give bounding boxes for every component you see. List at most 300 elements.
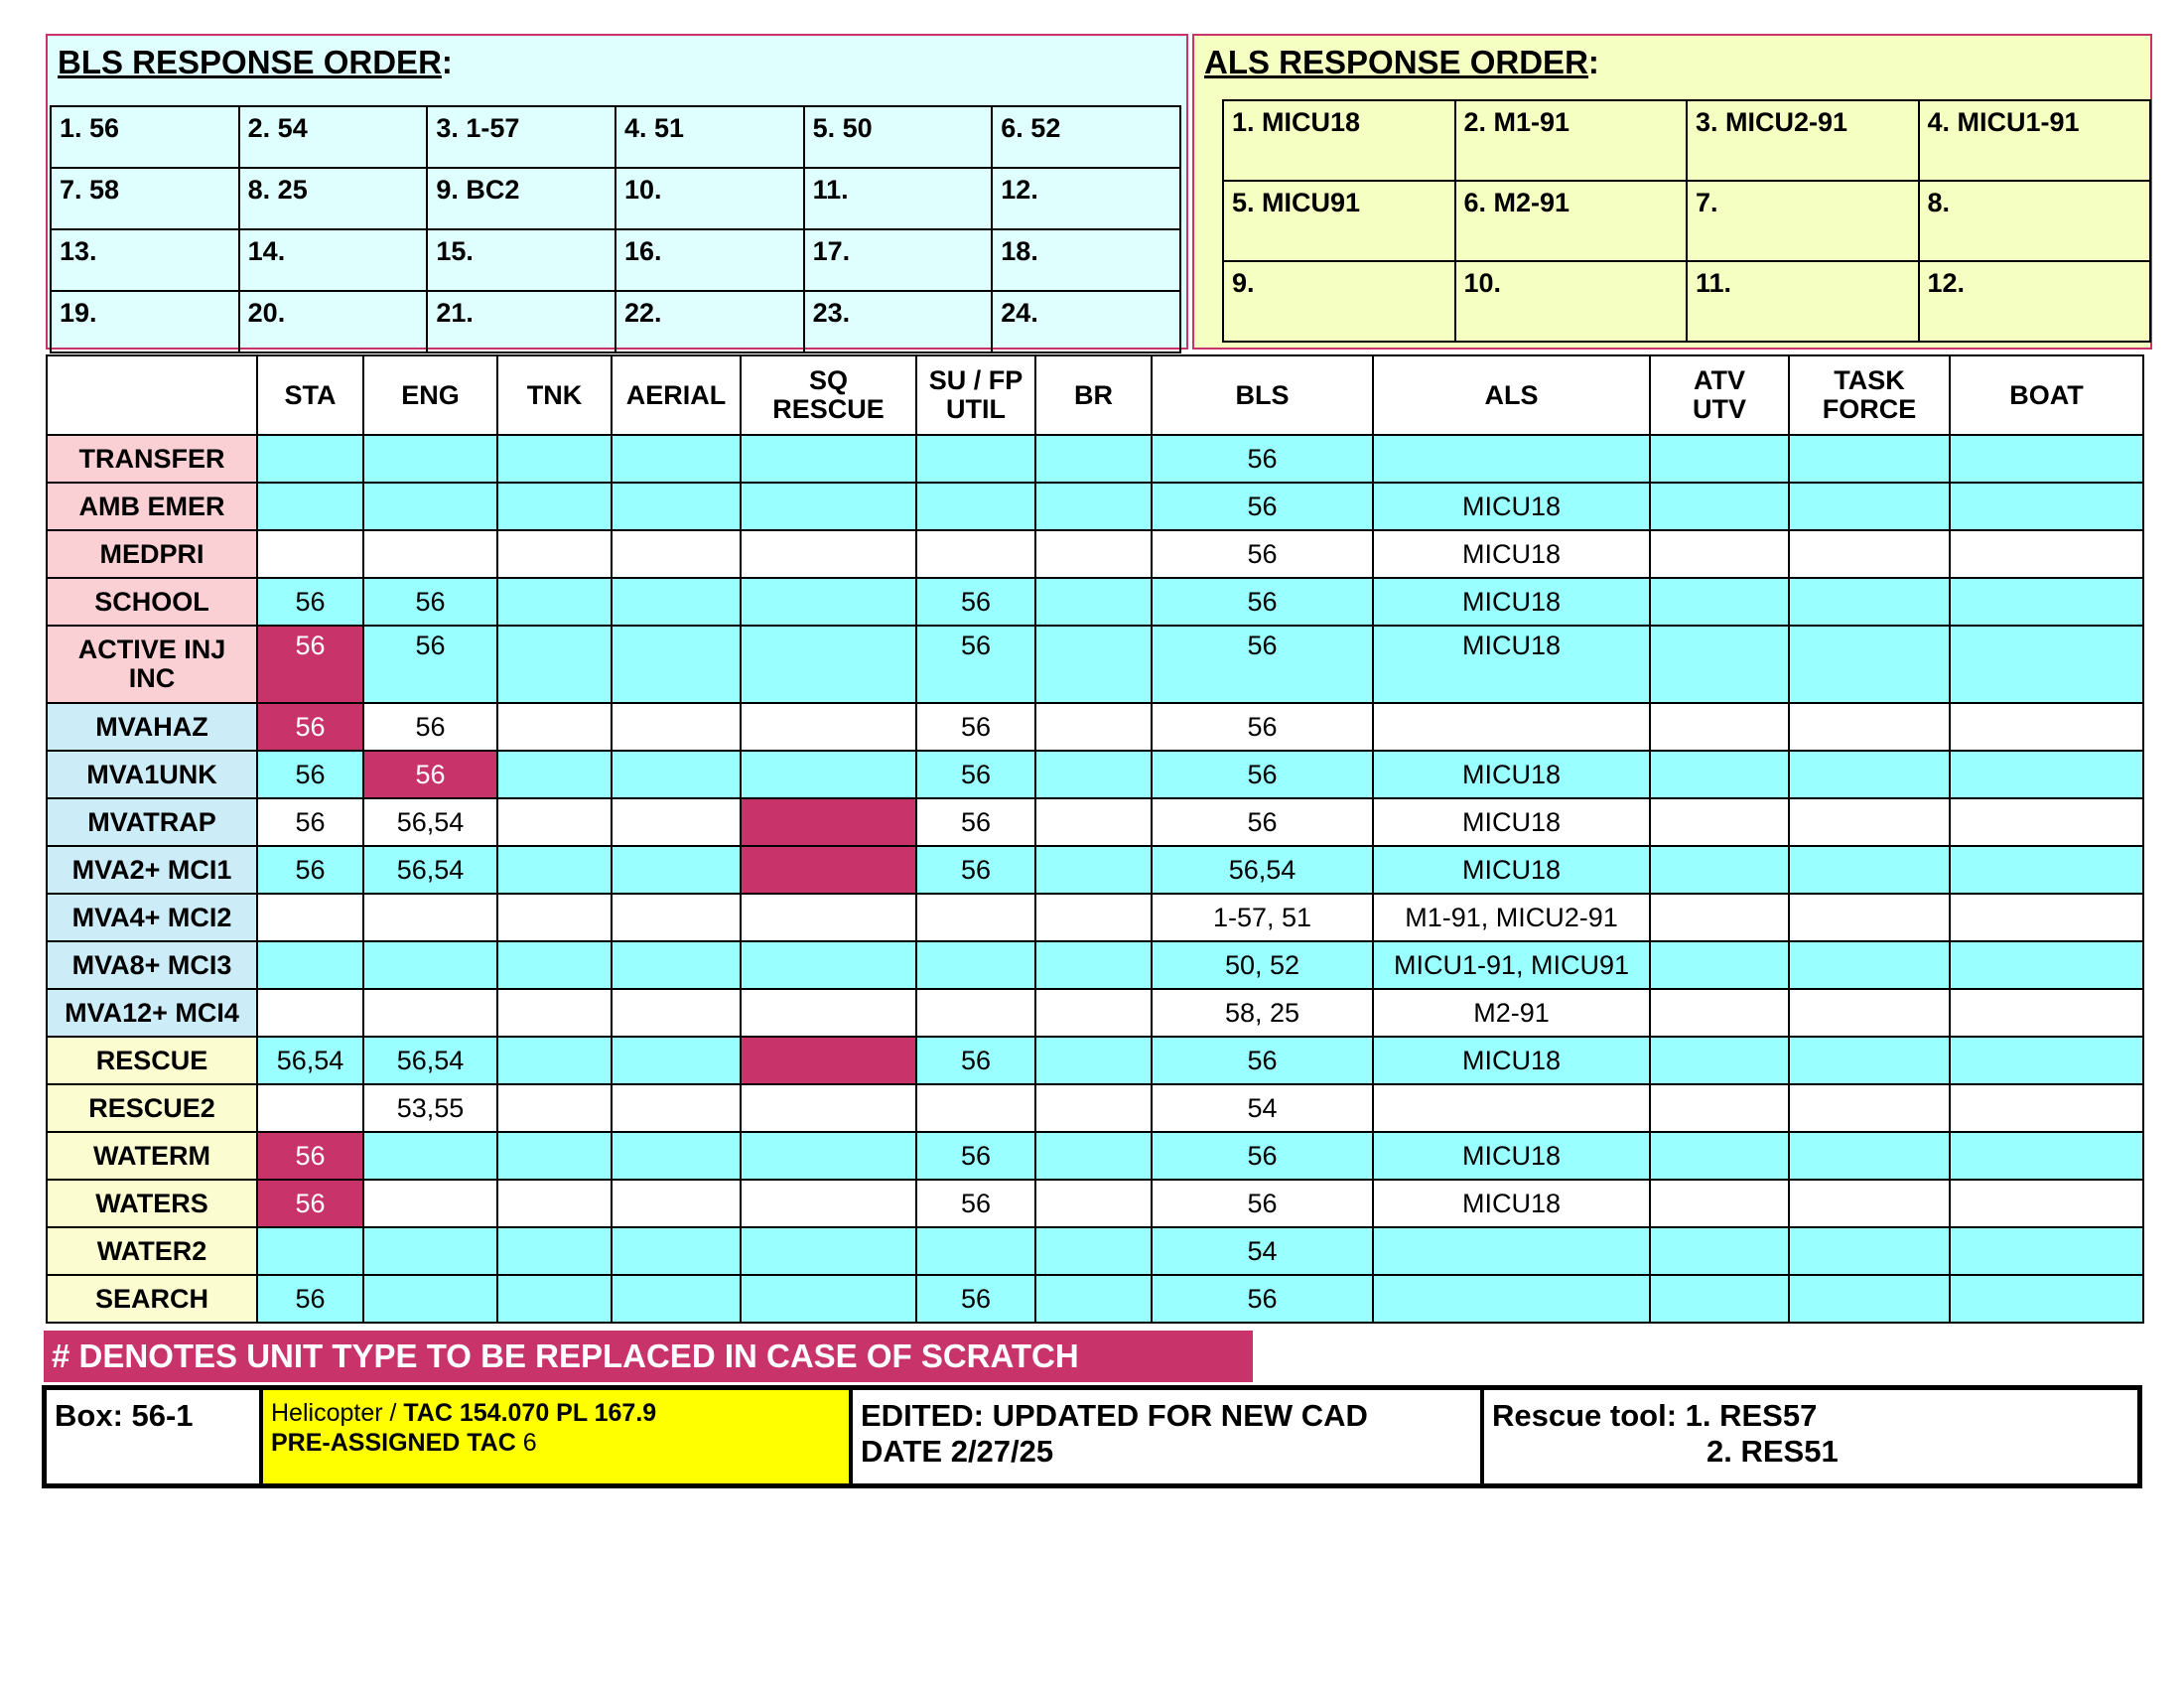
- bls-order-slot: 21.: [427, 291, 615, 352]
- grid-row: [47, 1132, 2143, 1180]
- grid-cell: [1789, 941, 1950, 989]
- grid-cell: [741, 1180, 916, 1227]
- grid-cell: [1650, 578, 1789, 626]
- grid-cell: [916, 989, 1035, 1037]
- grid-cell: [1650, 1084, 1789, 1132]
- grid-cell: [363, 894, 497, 941]
- grid-cell: [1789, 1180, 1950, 1227]
- grid-cell: [497, 941, 612, 989]
- grid-cell: [741, 1084, 916, 1132]
- grid-cell: 53,55: [363, 1084, 497, 1132]
- grid-cell: MICU18: [1373, 846, 1650, 894]
- grid-row: [47, 626, 2143, 703]
- grid-cell: [741, 703, 916, 751]
- grid-cell: [1950, 1084, 2143, 1132]
- column-header: ATV UTV: [1650, 355, 1789, 435]
- grid-row: [47, 1227, 2143, 1275]
- grid-cell: [1035, 846, 1152, 894]
- grid-row: [47, 941, 2143, 989]
- grid-cell: [1035, 626, 1152, 703]
- grid-cell: [741, 626, 916, 703]
- grid-row: [47, 798, 2143, 846]
- grid-cell: [1373, 703, 1650, 751]
- grid-cell: MICU18: [1373, 798, 1650, 846]
- grid-cell: 54: [1152, 1227, 1373, 1275]
- grid-cell: 56,54: [363, 846, 497, 894]
- column-header: SQ RESCUE: [741, 355, 916, 435]
- grid-header-row: [47, 355, 2143, 435]
- grid-cell: [1950, 483, 2143, 530]
- grid-cell: [612, 578, 741, 626]
- als-order-slot: 3. MICU2-91: [1687, 100, 1919, 181]
- grid-row: [47, 846, 2143, 894]
- bls-order-slot: 18.: [992, 229, 1180, 291]
- grid-cell: [1035, 941, 1152, 989]
- row-label: ACTIVE INJ INC: [47, 626, 257, 703]
- grid-cell: [741, 530, 916, 578]
- grid-cell: [612, 530, 741, 578]
- grid-cell: [1789, 703, 1950, 751]
- bls-response-order-panel: [46, 34, 1188, 350]
- grid-cell: [1035, 483, 1152, 530]
- grid-cell: [1789, 578, 1950, 626]
- grid-cell: 56: [257, 626, 363, 703]
- grid-cell: 56: [916, 578, 1035, 626]
- grid-cell: [1950, 798, 2143, 846]
- grid-cell: [1950, 1132, 2143, 1180]
- grid-cell: [916, 1084, 1035, 1132]
- grid-cell: [1950, 578, 2143, 626]
- grid-cell: [497, 703, 612, 751]
- grid-cell: [1650, 530, 1789, 578]
- grid-cell: [612, 751, 741, 798]
- grid-cell: [1650, 1132, 1789, 1180]
- grid-cell: [741, 798, 916, 846]
- grid-cell: [1650, 703, 1789, 751]
- grid-cell: 56: [1152, 751, 1373, 798]
- bls-order-row: [51, 229, 1180, 291]
- als-order-slot: 9.: [1223, 261, 1455, 342]
- als-order-row: [1223, 100, 2150, 181]
- bls-order-slot: 1. 56: [51, 106, 239, 168]
- grid-cell: 56,54: [257, 1037, 363, 1084]
- grid-cell: 56,54: [363, 798, 497, 846]
- grid-cell: 54: [1152, 1084, 1373, 1132]
- grid-cell: [1650, 1037, 1789, 1084]
- grid-cell: [1035, 1275, 1152, 1323]
- grid-cell: [612, 846, 741, 894]
- grid-cell: [1789, 1084, 1950, 1132]
- grid-cell: [741, 1227, 916, 1275]
- grid-cell: 56: [257, 1275, 363, 1323]
- bls-order-slot: 17.: [804, 229, 993, 291]
- grid-cell: [1373, 1275, 1650, 1323]
- grid-cell: [916, 483, 1035, 530]
- grid-cell: [1035, 751, 1152, 798]
- bls-order-slot: 14.: [239, 229, 428, 291]
- grid-cell: [741, 1275, 916, 1323]
- bls-order-slot: 3. 1-57: [427, 106, 615, 168]
- grid-row: [47, 894, 2143, 941]
- grid-cell: [497, 530, 612, 578]
- grid-cell: [1789, 626, 1950, 703]
- scratch-note-banner: # DENOTES UNIT TYPE TO BE REPLACED IN CASE OF SCRATCH: [44, 1331, 1253, 1382]
- bls-order-slot: 16.: [615, 229, 804, 291]
- grid-cell: [497, 1037, 612, 1084]
- grid-cell: 56,54: [363, 1037, 497, 1084]
- grid-cell: [612, 894, 741, 941]
- grid-cell: [1950, 530, 2143, 578]
- row-label: MVA1UNK: [47, 751, 257, 798]
- grid-cell: [1035, 435, 1152, 483]
- column-header: BR: [1035, 355, 1152, 435]
- als-order-slot: 5. MICU91: [1223, 181, 1455, 261]
- grid-cell: [1950, 989, 2143, 1037]
- row-label: MVA8+ MCI3: [47, 941, 257, 989]
- row-label: MVA4+ MCI2: [47, 894, 257, 941]
- bls-order-slot: 24.: [992, 291, 1180, 352]
- grid-cell: [363, 1132, 497, 1180]
- bls-order-slot: 15.: [427, 229, 615, 291]
- grid-cell: [497, 435, 612, 483]
- grid-cell: MICU18: [1373, 578, 1650, 626]
- bls-order-slot: 4. 51: [615, 106, 804, 168]
- grid-cell: [257, 530, 363, 578]
- grid-cell: [612, 1227, 741, 1275]
- bls-order-slot: 7. 58: [51, 168, 239, 229]
- grid-cell: [363, 941, 497, 989]
- bls-order-table: [50, 105, 1181, 353]
- bls-order-slot: 10.: [615, 168, 804, 229]
- grid-cell: [612, 1084, 741, 1132]
- grid-cell: 56: [257, 798, 363, 846]
- grid-row: [47, 1084, 2143, 1132]
- grid-cell: [1035, 1180, 1152, 1227]
- grid-cell: [257, 1227, 363, 1275]
- bls-order-slot: 22.: [615, 291, 804, 352]
- edit-note: EDITED: UPDATED FOR NEW CAD DATE 2/27/25: [853, 1390, 1484, 1483]
- bls-order-slot: 20.: [239, 291, 428, 352]
- grid-cell: [612, 626, 741, 703]
- grid-cell: 56: [916, 846, 1035, 894]
- grid-row: [47, 751, 2143, 798]
- grid-cell: [1950, 941, 2143, 989]
- grid-cell: [497, 1084, 612, 1132]
- row-label: MVA2+ MCI1: [47, 846, 257, 894]
- grid-cell: [497, 578, 612, 626]
- grid-cell: 56: [363, 703, 497, 751]
- bls-order-title: BLS RESPONSE ORDER:: [58, 44, 453, 80]
- grid-cell: [257, 894, 363, 941]
- grid-cell: 56: [1152, 1037, 1373, 1084]
- dispatch-grid: [46, 354, 2144, 1324]
- als-order-slot: 8.: [1919, 181, 2151, 261]
- grid-cell: [916, 941, 1035, 989]
- row-label: AMB EMER: [47, 483, 257, 530]
- grid-cell: [1950, 703, 2143, 751]
- grid-cell: [741, 435, 916, 483]
- grid-cell: [363, 1275, 497, 1323]
- grid-cell: [1789, 435, 1950, 483]
- als-order-table: [1222, 99, 2151, 343]
- grid-cell: [612, 435, 741, 483]
- grid-cell: 56: [257, 751, 363, 798]
- grid-cell: [1789, 846, 1950, 894]
- grid-cell: [1650, 435, 1789, 483]
- grid-cell: [1950, 1227, 2143, 1275]
- grid-cell: [1650, 894, 1789, 941]
- grid-cell: MICU18: [1373, 1037, 1650, 1084]
- grid-cell: 56: [1152, 578, 1373, 626]
- als-order-slot: 11.: [1687, 261, 1919, 342]
- bls-order-slot: 12.: [992, 168, 1180, 229]
- grid-cell: [1789, 1227, 1950, 1275]
- grid-cell: [363, 989, 497, 1037]
- grid-cell: [1373, 1084, 1650, 1132]
- grid-cell: [1950, 846, 2143, 894]
- grid-cell: [257, 435, 363, 483]
- grid-cell: 56: [1152, 1180, 1373, 1227]
- grid-cell: [741, 751, 916, 798]
- grid-cell: [1035, 1037, 1152, 1084]
- grid-cell: [1950, 751, 2143, 798]
- row-label: WATER2: [47, 1227, 257, 1275]
- column-header: STA: [257, 355, 363, 435]
- row-label: MVATRAP: [47, 798, 257, 846]
- rescue-tool-info: Rescue tool: 1. RES57 2. RES51: [1492, 1398, 1839, 1469]
- als-order-slot: 6. M2-91: [1455, 181, 1688, 261]
- grid-cell: [1789, 1132, 1950, 1180]
- bls-order-slot: 13.: [51, 229, 239, 291]
- grid-cell: [497, 1180, 612, 1227]
- grid-cell: MICU18: [1373, 626, 1650, 703]
- grid-cell: [1950, 626, 2143, 703]
- grid-cell: [1789, 483, 1950, 530]
- bls-order-slot: 2. 54: [239, 106, 428, 168]
- grid-cell: [1789, 1037, 1950, 1084]
- grid-cell: 56: [916, 1037, 1035, 1084]
- grid-row: [47, 989, 2143, 1037]
- grid-cell: 56: [257, 578, 363, 626]
- column-header: ENG: [363, 355, 497, 435]
- bls-order-slot: 8. 25: [239, 168, 428, 229]
- column-header: SU / FP UTIL: [916, 355, 1035, 435]
- grid-cell: 56: [1152, 798, 1373, 846]
- grid-cell: 56: [363, 751, 497, 798]
- grid-cell: 56: [257, 846, 363, 894]
- grid-cell: 56: [916, 626, 1035, 703]
- grid-cell: 1-57, 51: [1152, 894, 1373, 941]
- grid-cell: 56: [916, 1180, 1035, 1227]
- grid-cell: [1950, 435, 2143, 483]
- row-label: SEARCH: [47, 1275, 257, 1323]
- column-header: AERIAL: [612, 355, 741, 435]
- grid-cell: [612, 703, 741, 751]
- grid-cell: 56,54: [1152, 846, 1373, 894]
- grid-cell: [257, 989, 363, 1037]
- grid-cell: [1650, 626, 1789, 703]
- bls-order-row: [51, 291, 1180, 352]
- grid-cell: 56: [1152, 530, 1373, 578]
- grid-cell: [1650, 751, 1789, 798]
- grid-cell: [1789, 894, 1950, 941]
- grid-cell: [612, 1132, 741, 1180]
- grid-cell: [1035, 989, 1152, 1037]
- grid-cell: [363, 1227, 497, 1275]
- grid-cell: 56: [363, 578, 497, 626]
- grid-cell: MICU1-91, MICU91: [1373, 941, 1650, 989]
- bls-order-slot: 6. 52: [992, 106, 1180, 168]
- grid-cell: MICU18: [1373, 751, 1650, 798]
- grid-cell: [1373, 435, 1650, 483]
- row-label: MEDPRI: [47, 530, 257, 578]
- row-label: WATERS: [47, 1180, 257, 1227]
- bls-order-slot: 11.: [804, 168, 993, 229]
- grid-cell: [497, 1132, 612, 1180]
- grid-cell: [497, 798, 612, 846]
- grid-cell: 58, 25: [1152, 989, 1373, 1037]
- als-order-slot: 2. M1-91: [1455, 100, 1688, 181]
- grid-cell: [497, 1227, 612, 1275]
- grid-cell: [497, 1275, 612, 1323]
- grid-row: [47, 703, 2143, 751]
- grid-cell: [1650, 798, 1789, 846]
- footer-info-box: [42, 1385, 2142, 1488]
- grid-cell: [1950, 1275, 2143, 1323]
- als-order-slot: 7.: [1687, 181, 1919, 261]
- grid-cell: [612, 1037, 741, 1084]
- row-label: WATERM: [47, 1132, 257, 1180]
- grid-cell: [612, 989, 741, 1037]
- grid-row: [47, 530, 2143, 578]
- grid-cell: [741, 578, 916, 626]
- grid-cell: M2-91: [1373, 989, 1650, 1037]
- grid-cell: [916, 435, 1035, 483]
- als-order-slot: 1. MICU18: [1223, 100, 1455, 181]
- grid-cell: [1789, 530, 1950, 578]
- grid-cell: [363, 530, 497, 578]
- grid-cell: [916, 1227, 1035, 1275]
- grid-cell: 56: [1152, 1275, 1373, 1323]
- grid-cell: 56: [257, 703, 363, 751]
- grid-cell: [1373, 1227, 1650, 1275]
- grid-cell: 56: [1152, 483, 1373, 530]
- grid-row: [47, 1275, 2143, 1323]
- grid-cell: [612, 1180, 741, 1227]
- grid-row: [47, 578, 2143, 626]
- grid-cell: [363, 483, 497, 530]
- grid-cell: [1950, 894, 2143, 941]
- grid-cell: [257, 941, 363, 989]
- grid-cell: [257, 483, 363, 530]
- grid-cell: 56: [916, 751, 1035, 798]
- grid-cell: [916, 894, 1035, 941]
- grid-cell: 56: [916, 1132, 1035, 1180]
- column-header: BLS: [1152, 355, 1373, 435]
- grid-cell: [741, 1132, 916, 1180]
- grid-cell: [497, 989, 612, 1037]
- grid-cell: [741, 1037, 916, 1084]
- grid-cell: [1950, 1037, 2143, 1084]
- grid-cell: [1789, 798, 1950, 846]
- grid-cell: [1035, 798, 1152, 846]
- bls-order-slot: 9. BC2: [427, 168, 615, 229]
- grid-row: [47, 1180, 2143, 1227]
- grid-cell: 56: [1152, 435, 1373, 483]
- grid-cell: 56: [257, 1132, 363, 1180]
- grid-row: [47, 483, 2143, 530]
- box-number: Box: 56-1: [47, 1390, 263, 1483]
- grid-cell: M1-91, MICU2-91: [1373, 894, 1650, 941]
- als-order-title: ALS RESPONSE ORDER:: [1204, 44, 1599, 80]
- grid-cell: MICU18: [1373, 483, 1650, 530]
- grid-cell: 56: [916, 1275, 1035, 1323]
- grid-cell: [363, 1180, 497, 1227]
- bls-order-slot: 5. 50: [804, 106, 993, 168]
- grid-cell: [1650, 1275, 1789, 1323]
- grid-cell: [1650, 989, 1789, 1037]
- grid-cell: [497, 751, 612, 798]
- column-header: ALS: [1373, 355, 1650, 435]
- grid-cell: [612, 941, 741, 989]
- als-order-slot: 4. MICU1-91: [1919, 100, 2151, 181]
- als-order-slot: 10.: [1455, 261, 1688, 342]
- grid-cell: [741, 989, 916, 1037]
- als-order-slot: 12.: [1919, 261, 2151, 342]
- grid-cell: 56: [257, 1180, 363, 1227]
- column-header: TASK FORCE: [1789, 355, 1950, 435]
- grid-cell: [1650, 1180, 1789, 1227]
- grid-cell: 56: [916, 703, 1035, 751]
- grid-cell: 56: [363, 626, 497, 703]
- grid-cell: [1035, 1084, 1152, 1132]
- grid-cell: [1650, 941, 1789, 989]
- grid-cell: [1789, 1275, 1950, 1323]
- column-header: TNK: [497, 355, 612, 435]
- grid-cell: [741, 846, 916, 894]
- grid-cell: 56: [1152, 1132, 1373, 1180]
- helicopter-info: Helicopter / TAC 154.070 PL 167.9 PRE-ASSIGNED TAC 6: [263, 1390, 853, 1483]
- bls-order-row: [51, 106, 1180, 168]
- grid-cell: [741, 894, 916, 941]
- row-label: MVAHAZ: [47, 703, 257, 751]
- grid-cell: [257, 1084, 363, 1132]
- als-order-row: [1223, 181, 2150, 261]
- bls-order-slot: 23.: [804, 291, 993, 352]
- grid-cell: [1035, 578, 1152, 626]
- grid-cell: [497, 626, 612, 703]
- grid-cell: [1650, 846, 1789, 894]
- grid-cell: [1035, 1227, 1152, 1275]
- grid-cell: [612, 798, 741, 846]
- column-header: BOAT: [1950, 355, 2143, 435]
- grid-cell: MICU18: [1373, 1180, 1650, 1227]
- grid-cell: [612, 1275, 741, 1323]
- grid-cell: [497, 894, 612, 941]
- grid-cell: [741, 483, 916, 530]
- grid-cell: [1789, 751, 1950, 798]
- grid-row: [47, 1037, 2143, 1084]
- grid-cell: [1035, 894, 1152, 941]
- grid-cell: [1035, 530, 1152, 578]
- row-label: SCHOOL: [47, 578, 257, 626]
- grid-cell: 56: [1152, 626, 1373, 703]
- als-response-order-panel: [1192, 34, 2152, 350]
- grid-cell: [916, 530, 1035, 578]
- row-label: MVA12+ MCI4: [47, 989, 257, 1037]
- grid-cell: [497, 483, 612, 530]
- grid-cell: 56: [1152, 703, 1373, 751]
